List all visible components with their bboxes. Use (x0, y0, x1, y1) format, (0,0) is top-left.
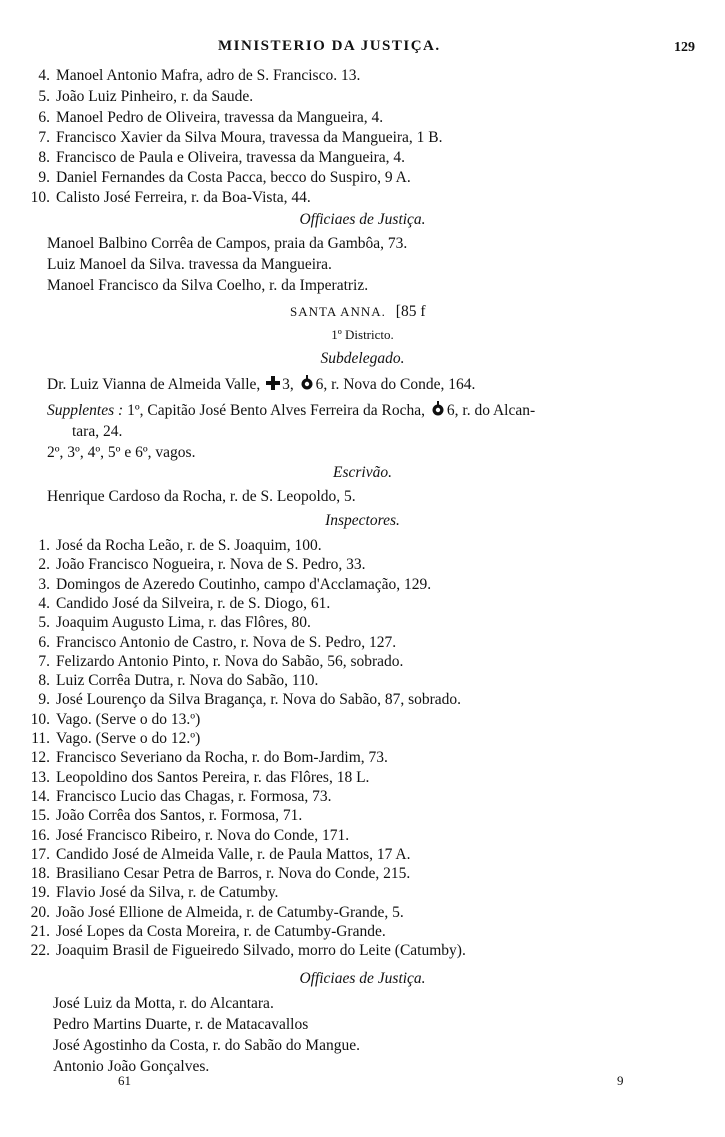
supplentes-line: Supplentes : 1º, Capitão José Bento Alves Ferreira da Rocha, 6, r. do Alcan- (47, 401, 535, 423)
inspector-item: 17. Candido José de Almeida Valle, r. de Paula Mattos, 17 A. (30, 845, 411, 863)
section-heading-escrivao: Escrivão. (333, 464, 392, 481)
inspector-item: 6. Francisco Antonio de Castro, r. Nova de S. Pedro, 127. (38, 633, 397, 651)
inspector-item: 3. Domingos de Azeredo Coutinho, campo d'Acclamação, 129. (38, 575, 432, 593)
inspector-item: 21. José Lopes da Costa Moreira, r. de Catumby-Grande. (30, 923, 386, 940)
inspector-item: 15. João Corrêa dos Santos, r. Formosa, 71. (30, 807, 303, 825)
inspector-item: 18. Brasiliano Cesar Petra de Barros, r. Nova do Conde, 215. (30, 865, 411, 883)
inspector-item: 8. Luiz Corrêa Dutra, r. Nova do Sabão, 110. (38, 672, 319, 690)
officer-line: Pedro Martins Duarte, r. de Matacavallos (53, 1016, 309, 1033)
inspector-item: 16. José Francisco Ribeiro, r. Nova do Conde, 171. (30, 826, 350, 844)
page-header (0, 38, 725, 60)
order-cross-icon (265, 375, 281, 397)
parish-name: SANTA ANNA. (290, 304, 386, 319)
footer-signature-left: 61 (118, 1073, 131, 1088)
footer-signature-right: 9 (617, 1073, 624, 1088)
order-rose-icon (430, 401, 446, 423)
inspector-item: 7. Felizardo Antonio Pinto, r. Nova do Sabão, 56, sobrado. (38, 652, 404, 670)
inspector-item: 9. José Lourenço da Silva Bragança, r. Nova do Sabão, 87, sobrado. (38, 691, 462, 709)
officer-line: Manoel Francisco da Silva Coelho, r. da Imperatriz. (47, 277, 369, 294)
list-item: 6. Manoel Pedro de Oliveira, travessa da Mangueira, 4. (38, 109, 384, 126)
inspector-item: 20. João José Ellione de Almeida, r. de Catumby-Grande, 5. (30, 903, 404, 921)
list-item: 7. Francisco Xavier da Silva Moura, travessa da Mangueira, 1 B. (38, 129, 443, 146)
inspector-item: 14. Francisco Lucio das Chagas, r. Formosa, 73. (30, 787, 332, 805)
inspector-item: 10. Vago. (Serve o do 13.º) (30, 710, 201, 728)
section-heading-officiaes: Officiaes de Justiça. (299, 970, 426, 987)
inspector-item: 11. Vago. (Serve o do 12.º) (31, 730, 201, 747)
list-item: 5. João Luiz Pinheiro, r. da Saude. (38, 88, 254, 105)
inspector-item: 2. João Francisco Nogueira, r. Nova de S. Pedro, 33. (38, 556, 366, 574)
inspector-item: 4. Candido José da Silveira, r. de S. Diogo, 61. (38, 594, 331, 612)
section-heading-subdelegado: Subdelegado. (320, 350, 405, 367)
parish-note: [85 f (395, 303, 426, 320)
officer-line: José Luiz da Motta, r. do Alcantara. (53, 995, 274, 1012)
officer-line: Antonio João Gonçalves. (53, 1058, 210, 1075)
page-number: 129 (674, 40, 695, 55)
list-item: 8. Francisco de Paula e Oliveira, travessa da Mangueira, 4. (38, 149, 406, 166)
list-item: 10. Calisto José Ferreira, r. da Boa-Vista, 44. (30, 189, 311, 206)
supplentes-line: 2º, 3º, 4º, 5º e 6º, vagos. (47, 444, 196, 461)
inspector-item: 22. Joaquim Brasil de Figueiredo Silvado, morro do Leite (Catumby). (30, 942, 466, 960)
order-rose-icon (299, 375, 315, 397)
escrivao-line: Henrique Cardoso da Rocha, r. de S. Leopoldo, 5. (47, 488, 356, 505)
parish-title (290, 302, 426, 322)
inspector-item: 1. José da Rocha Leão, r. de S. Joaquim, 100. (38, 537, 322, 554)
officer-line: José Agostinho da Costa, r. do Sabão do Mangue. (53, 1037, 360, 1054)
section-heading-officiaes: Officiaes de Justiça. (299, 211, 426, 228)
list-item: 9. Daniel Fernandes da Costa Pacca, becco do Suspiro, 9 A. (38, 169, 411, 186)
section-heading-inspectores: Inspectores. (325, 512, 400, 529)
list-item: 4. Manoel Antonio Mafra, adro de S. Francisco. 13. (38, 67, 361, 84)
subdelegado-line: Dr. Luiz Vianna de Almeida Valle, 3, 6, r. Nova do Conde, 164. (47, 375, 475, 397)
running-title: MINISTERIO DA JUSTIÇA. (218, 38, 441, 54)
district-label: 1º Districto. (331, 327, 394, 342)
inspector-item: 5. Joaquim Augusto Lima, r. das Flôres, 80. (38, 614, 311, 632)
officer-line: Luiz Manoel da Silva. travessa da Mangueira. (47, 256, 332, 273)
inspector-item: 19. Flavio José da Silva, r. de Catumby. (30, 884, 279, 902)
supplentes-line: tara, 24. (72, 423, 123, 440)
inspector-item: 13. Leopoldino dos Santos Pereira, r. das Flôres, 18 L. (30, 768, 370, 786)
officer-line: Manoel Balbino Corrêa de Campos, praia da Gambôa, 73. (47, 235, 408, 252)
inspector-item: 12. Francisco Severiano da Rocha, r. do Bom-Jardim, 73. (30, 749, 388, 767)
